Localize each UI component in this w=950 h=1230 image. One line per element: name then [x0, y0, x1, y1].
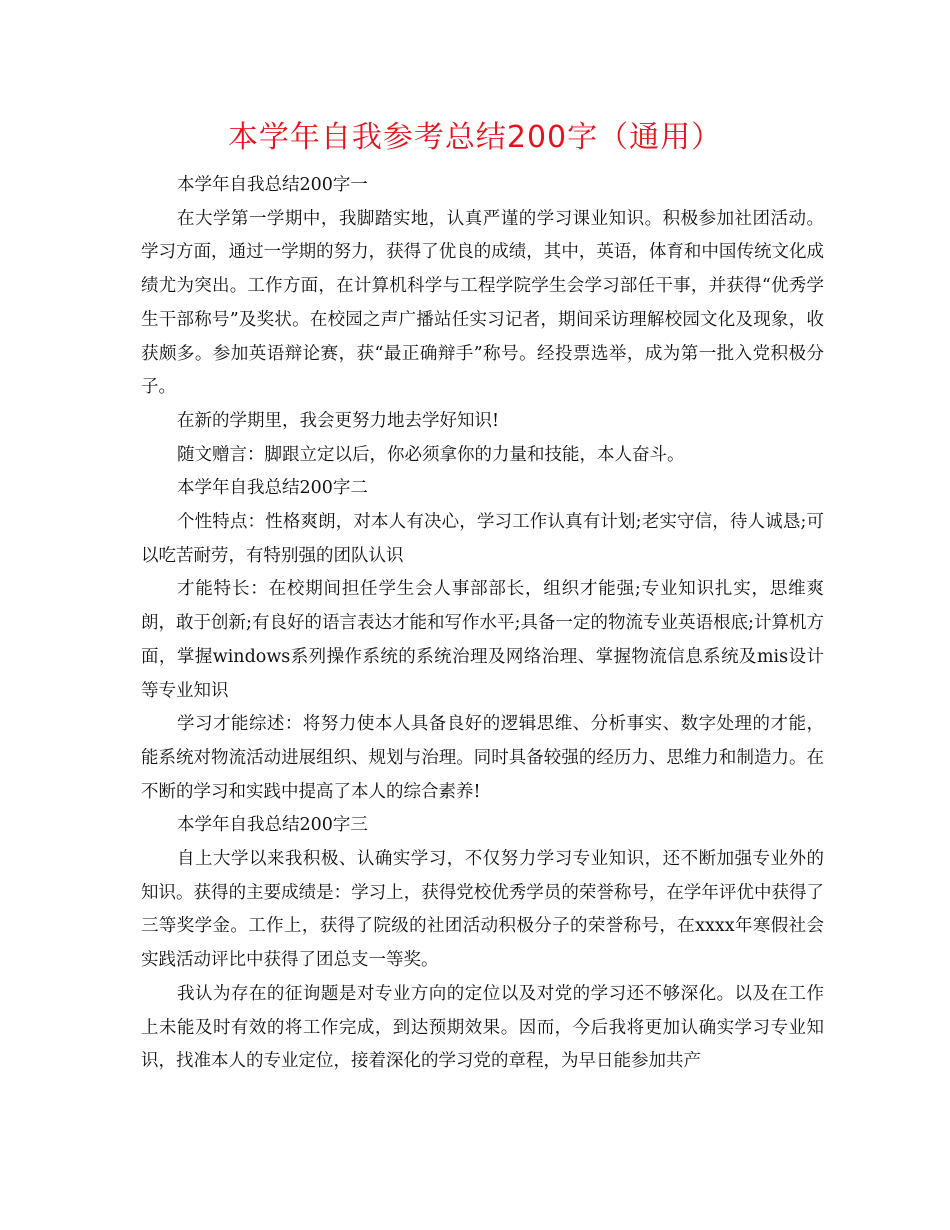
paragraph: 随文赠言：脚跟立定以后，你必须拿你的力量和技能，本人奋斗。	[177, 444, 685, 465]
paragraph: 才能特长：在校期间担任学生会人事部部长，组织才能强;专业知识扎实，思维爽朗，敢于创新;有良好的语言表达才能和写作水平;具备一定的物流专业英语根底;计算机方面，掌握windows系列操作系统的系统治理及网络治理、掌握物流信息系统及mis设计等专业知识	[141, 579, 824, 701]
paragraph: 在新的学期里，我会更努力地去学好知识!	[177, 410, 500, 431]
paragraph: 我认为存在的征询题是对专业方向的定位以及对党的学习还不够深化。以及在工作上未能及时有效的将工作完成，到达预期效果。因而，今后我将更加认确实学习专业知识，找准本人的专业定位，接着深化的学习党的章程，为早日能参加共产	[141, 983, 824, 1072]
document-body	[141, 169, 824, 1079]
paragraph: 在大学第一学期中，我脚踏实地，认真严谨的学习课业知识。积极参加社团活动。学习方面，通过一学期的努力，获得了优良的成绩，其中，英语，体育和中国传统文化成绩尤为突出。工作方面，在计算机科学与工程学院学生会学习部任干事，并获得“优秀学生干部称号”及奖状。在校园之声广播站任实习记者，期间采访理解校园文化及现象，收获颇多。参加英语辩论赛，获“最正确辩手”称号。经投票选举，成为第一批入党积极分子。	[141, 208, 824, 398]
document-title: 本学年自我参考总结200字（通用）	[227, 120, 723, 155]
paragraph: 学习才能综述：将努力使本人具备良好的逻辑思维、分析事实、数字处理的才能，能系统对物流活动进展组织、规划与治理。同时具备较强的经历力、思维力和制造力。在不断的学习和实践中提高了本人的综合素养!	[141, 714, 824, 802]
section-heading-3: 本学年自我总结200字三	[177, 815, 368, 836]
section-heading-2: 本学年自我总结200字二	[177, 478, 368, 499]
section-heading-1: 本学年自我总结200字一	[177, 175, 368, 195]
paragraph: 自上大学以来我积极、认确实学习，不仅努力学习专业知识，还不断加强专业外的知识。获得的主要成绩是：学习上，获得党校优秀学员的荣誉称号，在学年评优中获得了三等奖学金。工作上，获得了院级的社团活动积极分子的荣誉称号，在xxxx年寒假社会实践活动评比中获得了团总支一等奖。	[141, 849, 824, 971]
paragraph: 个性特点：性格爽朗，对本人有决心，学习工作认真有计划;老实守信，待人诚恳;可以吃苦耐劳，有特别强的团队认识	[141, 512, 824, 566]
